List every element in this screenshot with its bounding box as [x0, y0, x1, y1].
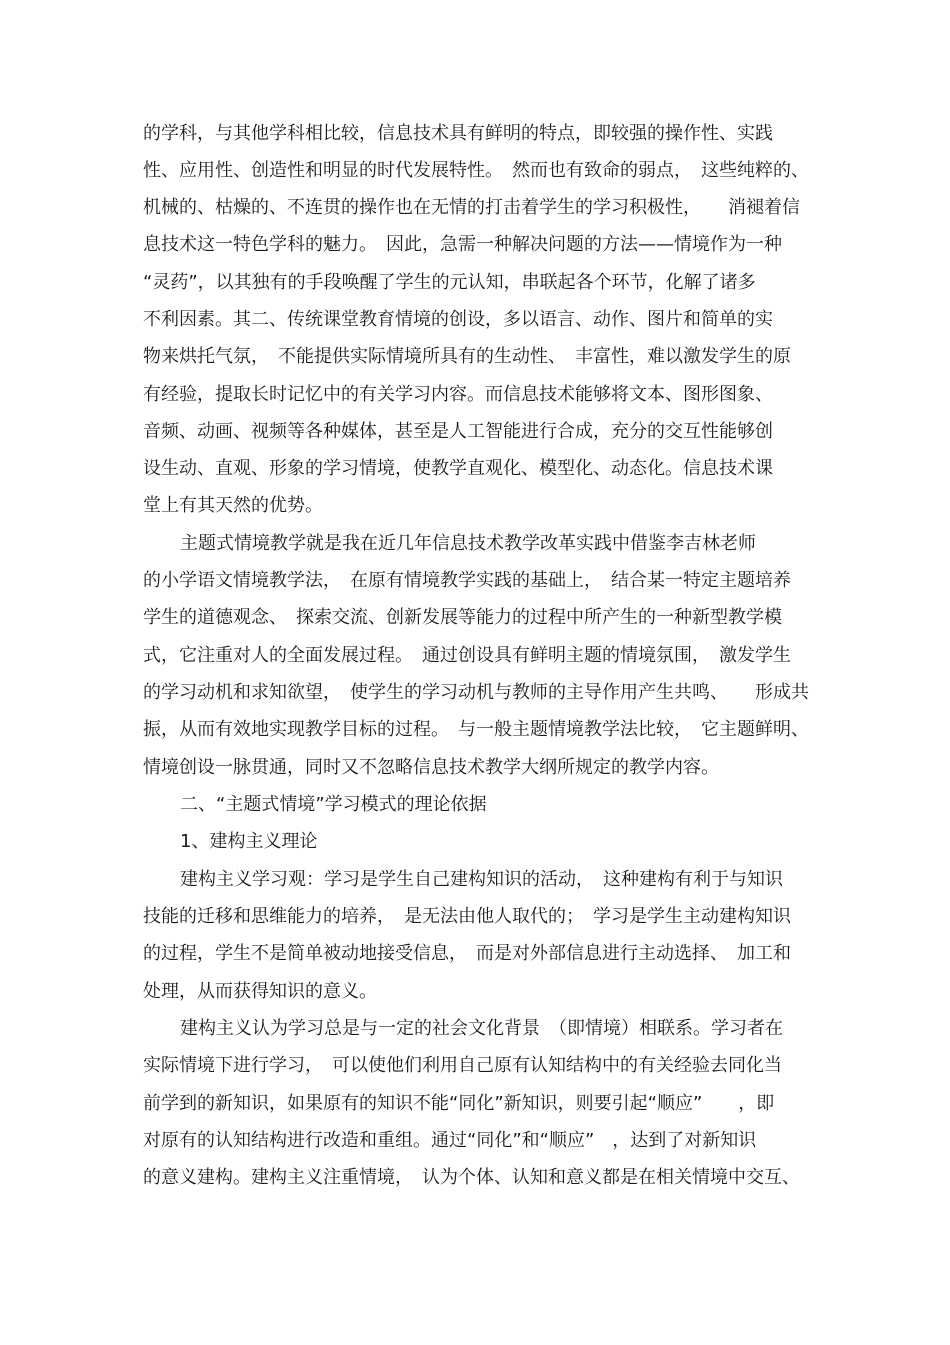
- text-line: 式，它注重对人的全面发展过程。 通过创设具有鲜明主题的情境氛围， 激发学生: [143, 645, 791, 666]
- text-line: 学生的道德观念、 探索交流、创新发展等能力的过程中所产生的一种新型教学模: [143, 607, 782, 628]
- text-line: 的学习动机和求知欲望， 使学生的学习动机与教师的主导作用产生共鸣、 形成共: [143, 682, 809, 703]
- text-line: 性、应用性、创造性和明显的时代发展特性。 然而也有致命的弱点， 这些纯粹的、: [143, 160, 809, 181]
- text-line: 的学科，与其他学科相比较，信息技术具有鲜明的特点，即较强的操作性、实践: [143, 123, 773, 144]
- text-line: 息技术这一特色学科的魅力。 因此，急需一种解决问题的方法——情境作为一种: [143, 234, 782, 255]
- text-line: 设生动、直观、形象的学习情境，使教学直观化、模型化、动态化。信息技术课: [143, 458, 773, 479]
- subsection-heading: 1、建构主义理论: [180, 831, 318, 852]
- text-line: 音频、动画、视频等各种媒体，甚至是人工智能进行合成，充分的交互性能够创: [143, 421, 773, 442]
- paragraph-start: 主题式情境教学就是我在近几年信息技术教学改革实践中借鉴李吉林老师: [180, 533, 756, 554]
- text-line: 有经验，提取长时记忆中的有关学习内容。而信息技术能够将文本、图形图象、: [143, 384, 773, 405]
- text-line: 的小学语文情境教学法， 在原有情境教学实践的基础上， 结合某一特定主题培养: [143, 570, 791, 591]
- text-line: 堂上有其天然的优势。: [143, 495, 323, 516]
- text-line: 不利因素。其二、传统课堂教育情境的创设，多以语言、动作、图片和简单的实: [143, 309, 773, 330]
- paragraph-start: 建构主义学习观：学习是学生自己建构知识的活动， 这种建构有利于与知识: [180, 869, 783, 890]
- text-line: 的过程，学生不是简单被动地接受信息， 而是对外部信息进行主动选择、 加工和: [143, 943, 791, 964]
- text-line: 技能的迁移和思维能力的培养， 是无法由他人取代的； 学习是学生主动建构知识: [143, 906, 791, 927]
- text-line: 振，从而有效地实现教学目标的过程。 与一般主题情境教学法比较， 它主题鲜明、: [143, 719, 809, 740]
- text-line: 实际情境下进行学习， 可以使他们利用自己原有认知结构中的有关经验去同化当: [143, 1055, 782, 1076]
- text-line: 对原有的认知结构进行改造和重组。通过“同化”和“顺应” ，达到了对新知识: [143, 1130, 757, 1151]
- text-line: 处理，从而获得知识的意义。: [143, 981, 377, 1002]
- text-line: 的意义建构。建构主义注重情境， 认为个体、认知和意义都是在相关情境中交互、: [143, 1167, 800, 1188]
- text-line: 机械的、枯燥的、不连贯的操作也在无情的打击着学生的学习积极性， 消褪着信: [143, 197, 800, 218]
- text-line: 情境创设一脉贯通，同时又不忽略信息技术教学大纲所规定的教学内容。: [143, 757, 719, 778]
- text-line: 物来烘托气氛， 不能提供实际情境所具有的生动性、 丰富性，难以激发学生的原: [143, 346, 791, 367]
- paragraph-start: 建构主义认为学习总是与一定的社会文化背景 （即情境）相联系。学习者在: [180, 1018, 783, 1039]
- text-line: “灵药”，以其独有的手段唤醒了学生的元认知，串联起各个环节，化解了诸多: [143, 272, 756, 293]
- section-heading: 二、“主题式情境”学习模式的理论依据: [180, 794, 487, 815]
- text-line: 前学到的新知识，如果原有的知识不能“同化”新知识，则要引起“顺应” ，即: [143, 1093, 775, 1114]
